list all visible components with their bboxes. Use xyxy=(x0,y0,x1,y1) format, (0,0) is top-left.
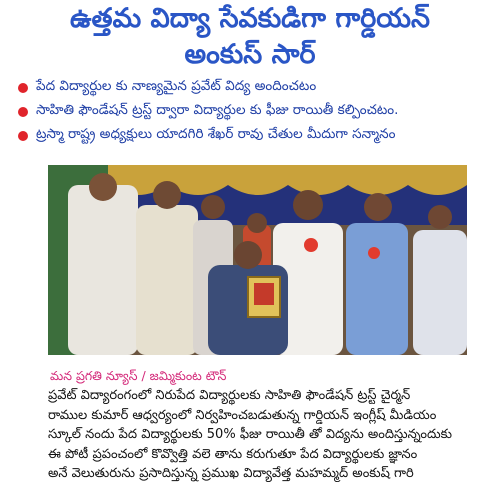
highlights-list xyxy=(18,76,498,148)
article-dateline: మన ప్రగతి న్యూస్ / జమ్మికుంట టౌన్ xyxy=(50,368,227,383)
article-line: అనే వెలుతురును ప్రసాదిస్తున్న ప్రముఖ విద్యావేత్త మహమ్మద్ అంకుష్ గారి xyxy=(48,466,414,481)
article-line: రాముల కుమార్ ఆధ్వర్యంలో నిర్వహించబడుతున్న గార్డియన్ ఇంగ్లీష్ మీడియం xyxy=(48,407,437,423)
highlight-text: సాహితి ఫౌండేషన్ ట్రస్ట్ ద్వారా విద్యార్థుల కు ఫీజు రాయితీ కల్పించటం. xyxy=(36,102,399,118)
bullet-dot-icon xyxy=(18,107,28,117)
article-line: ప్రవేట్ విద్యారంగంలో నిరుపేద విద్యార్థులకు సాహితి ఫౌండేషన్ ట్రస్ట్ చైర్మన్ xyxy=(48,388,411,403)
bullet-dot-icon xyxy=(18,83,28,93)
headline-line-1: ఉత్తమ విద్యా సేవకుడిగా గార్డియన్ xyxy=(70,3,430,34)
bullet-dot-icon xyxy=(18,131,28,141)
highlight-item xyxy=(18,100,498,123)
headline-line-2: అంకుస్ సార్ xyxy=(184,39,316,70)
highlight-text: ట్రస్మా రాష్ట్ర అధ్యక్షులు యాదగిరి శేఖర్ రావు చేతుల మీదుగా సన్మానం xyxy=(36,126,396,142)
highlight-item xyxy=(18,76,498,99)
article-line: ఈ పోటీ ప్రపంచంలో కొవ్వొత్తి వలె తాను కరుగుతూ పేద విద్యార్థులకు జ్ఞానం xyxy=(48,446,418,462)
felicitation-photo xyxy=(48,165,467,355)
highlight-text: పేద విద్యార్థుల కు నాణ్యమైన ప్రవేట్ విద్య అందించటం xyxy=(36,78,317,94)
highlight-item xyxy=(18,124,498,147)
article-line: స్కూల్ నందు పేద విద్యార్థులకు 50% ఫీజు రాయితీ తో విద్యను అందిస్తున్నందుకు xyxy=(48,427,452,442)
article-body xyxy=(48,386,488,484)
